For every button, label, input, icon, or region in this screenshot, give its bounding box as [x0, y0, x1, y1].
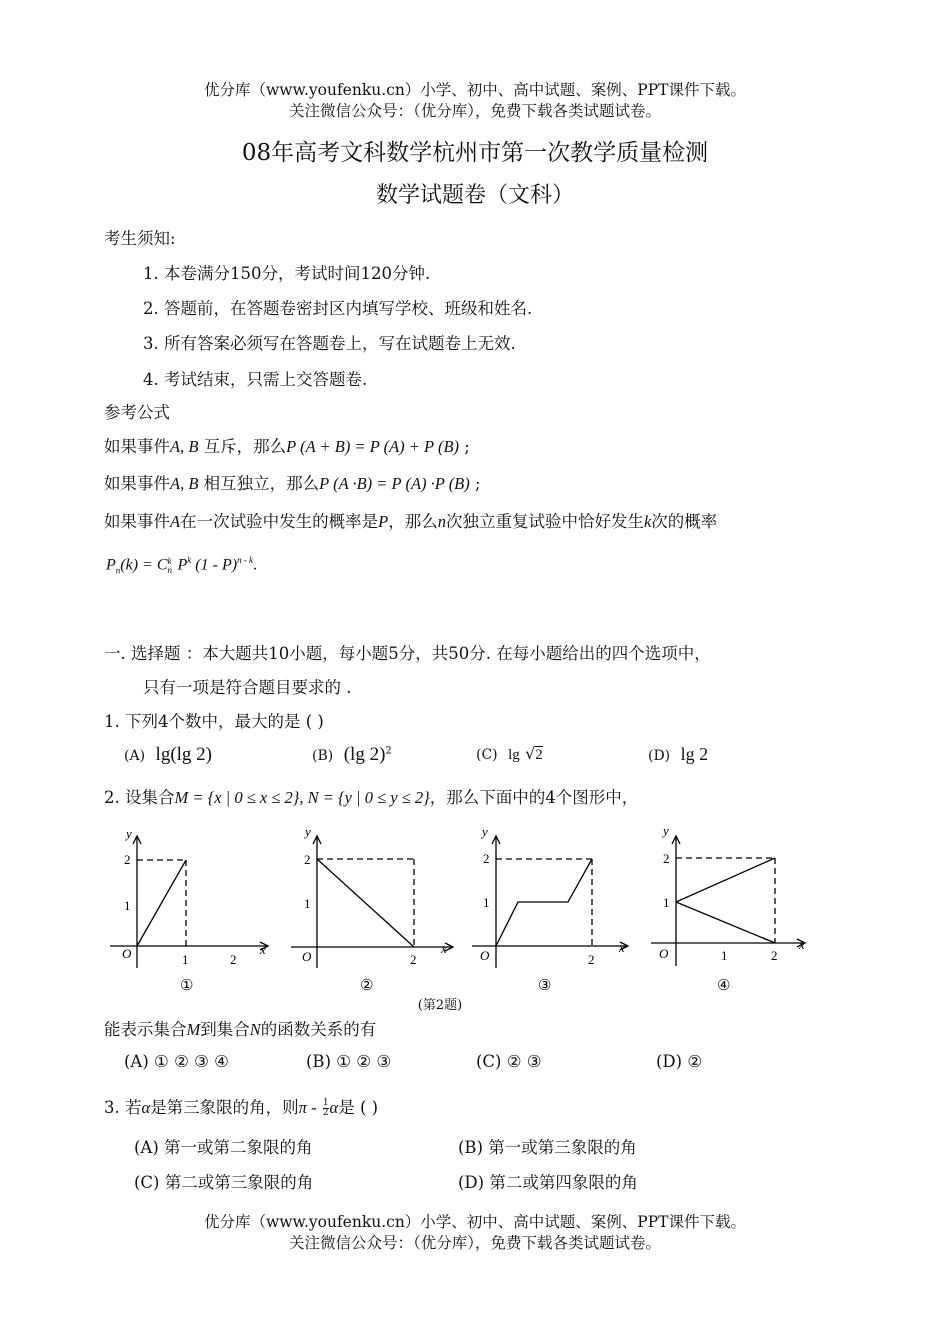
header-line-1: 优分库（www.youfenku.cn）小学、初中、高中试题、案例、PPT课件下载。 — [203, 81, 747, 99]
section-heading-cont: 只有一项是符合题目要求的 . — [143, 678, 352, 697]
q1-option-d: (D) lg 2 — [648, 744, 709, 764]
q2-option-b: (B) ① ② ③ — [306, 1052, 392, 1071]
q1-stem: 1. 下列4个数中，最大的是 ( ) — [104, 712, 324, 731]
tick-label: 2 — [588, 952, 595, 967]
graph-4 — [645, 818, 825, 998]
x-axis-label: x — [441, 941, 447, 956]
q2-option-a: (A) ① ② ③ ④ — [124, 1052, 229, 1071]
q3-option-b: (B) 第一或第三象限的角 — [458, 1138, 637, 1157]
formula-line-2: 如果事件A, B 相互独立，那么P (A ·B) = P (A) ·P (B) ; — [104, 474, 481, 493]
q2-option-c: (C) ② ③ — [476, 1052, 542, 1071]
graph-3 — [466, 818, 646, 998]
notice-item: 1. 本卷满分150分，考试时间120分钟. — [143, 264, 431, 283]
figure-caption: (第2题) — [417, 998, 463, 1013]
q3-option-c: (C) 第二或第三象限的角 — [134, 1173, 314, 1192]
tick-label: 2 — [230, 952, 237, 967]
x-axis-label: x — [260, 942, 266, 957]
tick-label: 2 — [410, 952, 417, 967]
formula-line-3: 如果事件A在一次试验中发生的概率是P，那么n次独立重复试验中恰好发生k次的概率 — [104, 512, 718, 531]
q1-option-c: (C) lg √2 — [476, 744, 543, 763]
q2-question: 能表示集合M到集合N的函数关系的有 — [104, 1020, 377, 1039]
y-axis-label: y — [663, 823, 669, 838]
page-subtitle: 数学试题卷（文科） — [375, 183, 574, 208]
header-line-2: 关注微信公众号：（优分库），免费下载各类试题试卷。 — [288, 102, 661, 120]
y-axis-label: y — [305, 824, 311, 839]
notice-heading: 考生须知: — [104, 229, 176, 248]
graph-2 — [285, 818, 465, 998]
page-title: 08年高考文科数学杭州市第一次教学质量检测 — [241, 140, 709, 166]
y-axis-label: y — [126, 826, 132, 841]
q1-option-b: (B) (lg 2)$^2$ — [312, 744, 392, 765]
origin-label: O — [302, 949, 312, 964]
tick-label: 1 — [182, 952, 189, 967]
notice-item: 4. 考试结束，只需上交答题卷. — [143, 370, 368, 389]
formula-heading: 参考公式 — [104, 403, 170, 422]
tick-label: 2 — [483, 851, 490, 866]
tick-label: 2 — [304, 852, 311, 867]
tick-label: 1 — [721, 948, 728, 963]
notice-item: 2. 答题前，在答题卷密封区内填写学校、班级和姓名. — [143, 299, 533, 318]
tick-label: 1 — [124, 898, 131, 913]
q2-stem: 2. 设集合M = {x | 0 ≤ x ≤ 2}, N = {y | 0 ≤ y ≤ 2}，那么下面中的4个图形中， — [104, 788, 639, 807]
footer-line-2: 关注微信公众号：（优分库），免费下载各类试题试卷。 — [288, 1234, 661, 1252]
graph-label: ① — [180, 978, 194, 994]
y-axis-label: y — [482, 824, 488, 839]
tick-label: 1 — [483, 895, 490, 910]
tick-label: 2 — [663, 851, 670, 866]
footer-line-1: 优分库（www.youfenku.cn）小学、初中、高中试题、案例、PPT课件下载。 — [203, 1213, 747, 1231]
q3-option-d: (D) 第二或第四象限的角 — [458, 1173, 638, 1192]
section-heading: 一. 选择题 ：本大题共10小题，每小题5分，共50分. 在每小题给出的四个选项中， — [104, 644, 711, 663]
origin-label: O — [659, 946, 669, 961]
tick-label: 2 — [124, 852, 131, 867]
q2-option-d: (D) ② — [656, 1052, 703, 1071]
x-axis-label: x — [799, 937, 805, 952]
tick-label: 1 — [304, 896, 311, 911]
tick-label: 2 — [771, 948, 778, 963]
q3-option-a: (A) 第一或第二象限的角 — [134, 1138, 313, 1157]
graph-label: ② — [360, 978, 374, 994]
origin-label: O — [480, 948, 490, 963]
q1-option-a: (A) lg(lg 2) — [124, 744, 213, 765]
origin-label: O — [122, 946, 132, 961]
q3-stem: 3. 若α是第三象限的角，则π - $\frac{1}{2}$ α是 ( ) — [104, 1098, 379, 1118]
notice-item: 3. 所有答案必须写在答题卷上，写在试题卷上无效. — [143, 334, 516, 353]
graph-label: ④ — [717, 978, 731, 994]
formula-binomial: $P_n(k) = C$ k n $P^k$ (1 - P)$^{n - k}$. — [106, 555, 258, 576]
tick-label: 1 — [663, 895, 670, 910]
graph-1 — [100, 818, 280, 998]
formula-line-1: 如果事件A, B 互斥，那么P (A + B) = P (A) + P (B) ; — [104, 437, 470, 456]
graph-label: ③ — [538, 978, 552, 994]
x-axis-label: x — [619, 940, 625, 955]
